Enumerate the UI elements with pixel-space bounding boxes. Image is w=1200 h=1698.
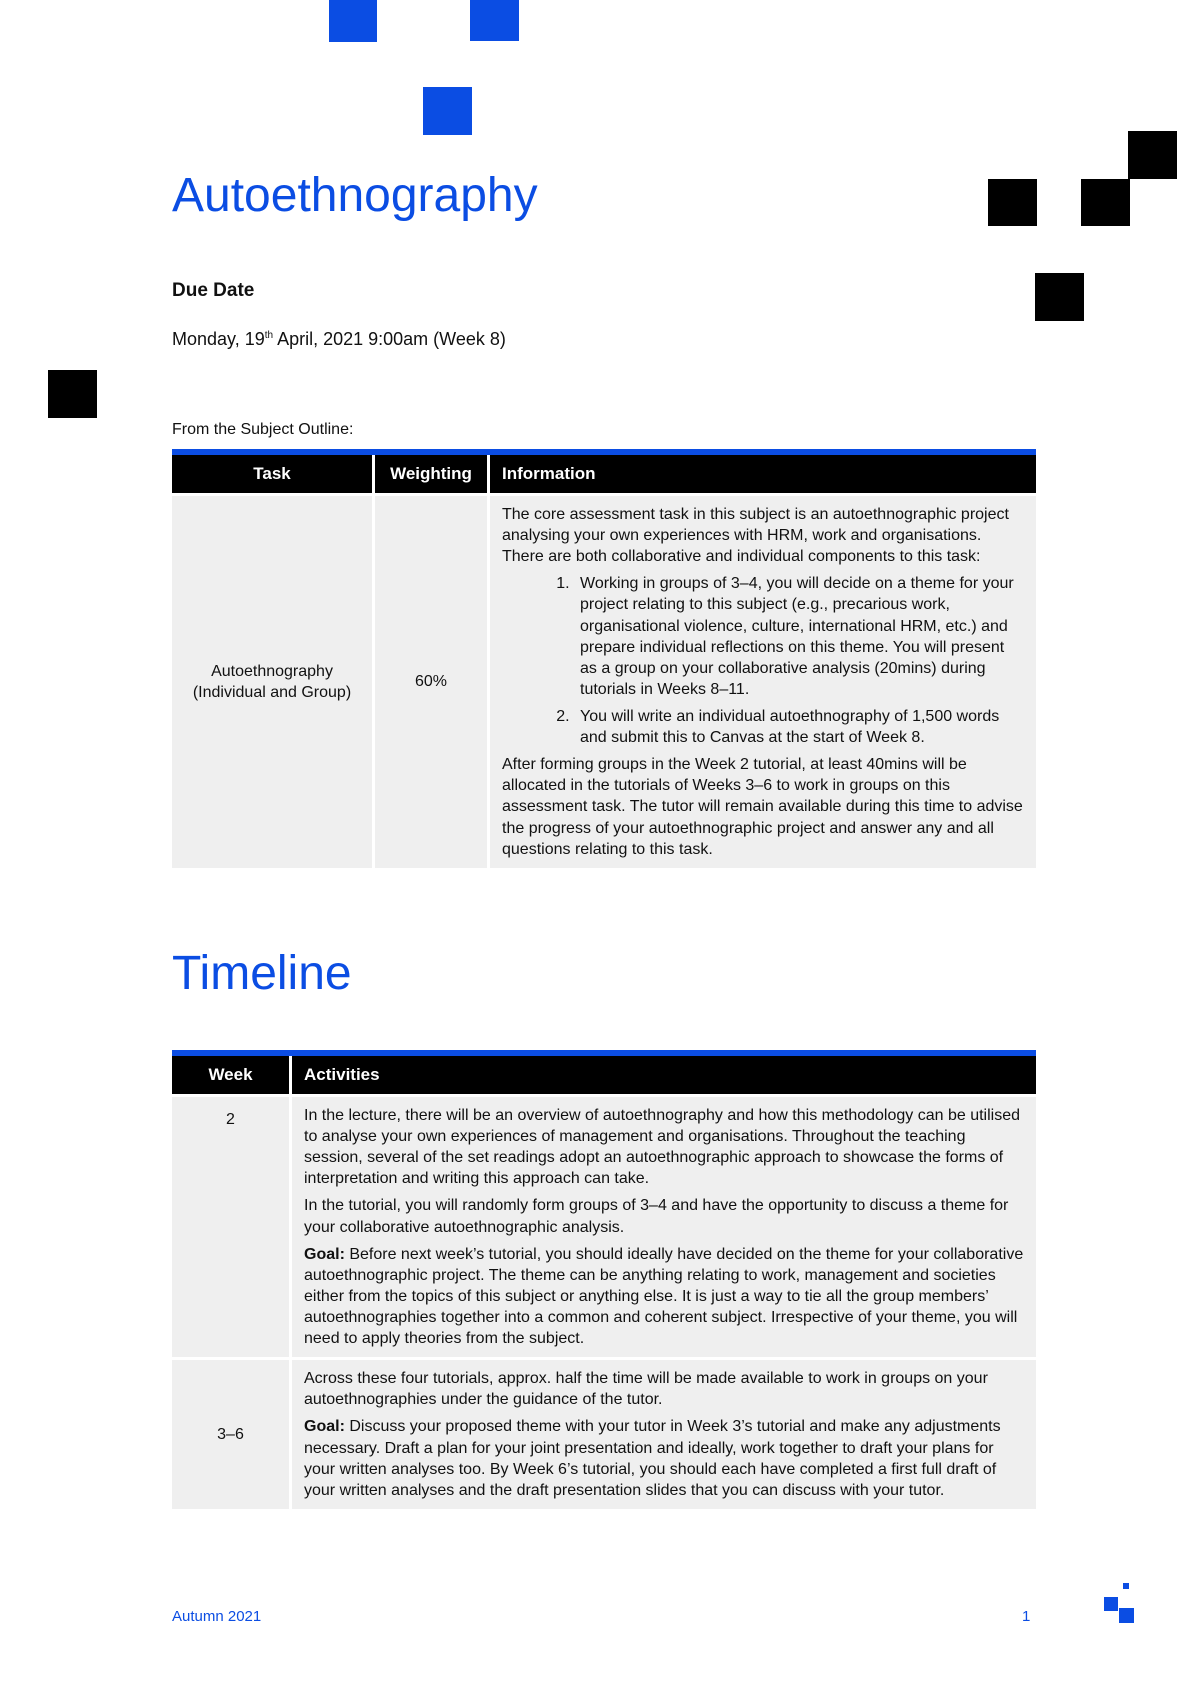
- week-cell: 3–6: [172, 1357, 289, 1509]
- week-cell: 2: [172, 1094, 289, 1357]
- footer-term: Autumn 2021: [172, 1608, 262, 1625]
- timeline-heading: Timeline: [172, 947, 352, 1000]
- due-date-value: Monday, 19th April, 2021 9:00am (Week 8): [172, 329, 506, 349]
- decorative-square: [48, 370, 97, 418]
- list-item: 1. Working in groups of 3–4, you will decide on a theme for your project relating to this subject (e.g., precarious work, organisational violence, culture, international HRM, etc.) and prepare individual reflections on this theme. You will present as a group on your collaborative analysis (20mins) during tutorials in Weeks 8–11.: [574, 573, 1024, 700]
- decorative-square: [1081, 179, 1130, 226]
- table-row: [172, 1357, 1036, 1509]
- activities-cell: [289, 1094, 1036, 1357]
- decorative-square: [329, 0, 377, 42]
- activity-paragraph: In the lecture, there will be an overview of autoethnography and how this methodology can be utilised to analyse your own experiences of management and organisations. Throughout the teaching session, several of the set readings adopt an autoethnographic approach to showcase the forms of interpretation and writing this approach can take.: [304, 1107, 1020, 1188]
- due-date-heading: Due Date: [172, 280, 255, 301]
- decorative-square: [470, 0, 519, 41]
- weighting-cell: 60%: [372, 493, 487, 868]
- decorative-square: [988, 179, 1037, 226]
- header-task: Task: [172, 455, 372, 493]
- logo-mark-icon: [1100, 1583, 1140, 1623]
- goal-paragraph: Goal: Discuss your proposed theme with your tutor in Week 3’s tutorial and make any adjustments necessary. Draft a plan for your joint presentation and ideally, work together to draft your plans for your written analyses too. By Week 6’s tutorial, you should each have completed a first full draft of your written analyses and the draft presentation slides that you can discuss with your tutor.: [304, 1418, 1001, 1499]
- activity-paragraph: In the tutorial, you will randomly form groups of 3–4 and have the opportunity to discuss a theme for your collaborative autoethnographic analysis.: [304, 1197, 1009, 1236]
- timeline-table: [172, 1050, 1036, 1509]
- header-information: Information: [487, 455, 1036, 493]
- list-item: 2. You will write an individual autoethnography of 1,500 words and submit this to Canvas at the start of Week 8.: [574, 706, 1024, 748]
- page-number: 1: [1022, 1608, 1031, 1625]
- goal-paragraph: Goal: Before next week’s tutorial, you should ideally have decided on the theme for your collaborative autoethnographic project. The theme can be anything relating to work, management and societies either from the topics of this subject or anything else. It is just a way to tie all the group members’ autoethnographies together into a common and coherent subject. Irrespective of your theme, you will need to apply theories from the subject.: [304, 1245, 1024, 1348]
- info-outro: After forming groups in the Week 2 tutorial, at least 40mins will be allocated in the tutorials of Weeks 3–6 to work in groups on this assessment task. The tutor will remain available during this time to advise the progress of your autoethnographic project and answer any and all questions relating to this task.: [502, 756, 1023, 858]
- table-row: [172, 493, 1036, 868]
- decorative-square: [1035, 273, 1084, 321]
- activities-cell: [289, 1357, 1036, 1509]
- page-title: Autoethnography: [172, 169, 538, 222]
- header-week: Week: [172, 1056, 289, 1094]
- assessment-table: [172, 449, 1036, 868]
- info-intro: The core assessment task in this subject is an autoethnographic project analysing your own experiences with HRM, work and organisations. There are both collaborative and individual components to this task:: [502, 506, 1009, 566]
- table-row: [172, 1094, 1036, 1357]
- header-weighting: Weighting: [372, 455, 487, 493]
- task-cell: Autoethnography (Individual and Group): [172, 493, 372, 868]
- outline-label: From the Subject Outline:: [172, 421, 354, 438]
- decorative-square: [1128, 131, 1177, 179]
- activity-paragraph: Across these four tutorials, approx. half the time will be made available to work in groups on your autoethnographies under the guidance of the tutor.: [304, 1370, 988, 1409]
- header-activities: Activities: [289, 1056, 1036, 1094]
- decorative-square: [423, 87, 472, 135]
- task-components-list: [502, 573, 1024, 748]
- information-cell: [487, 493, 1036, 868]
